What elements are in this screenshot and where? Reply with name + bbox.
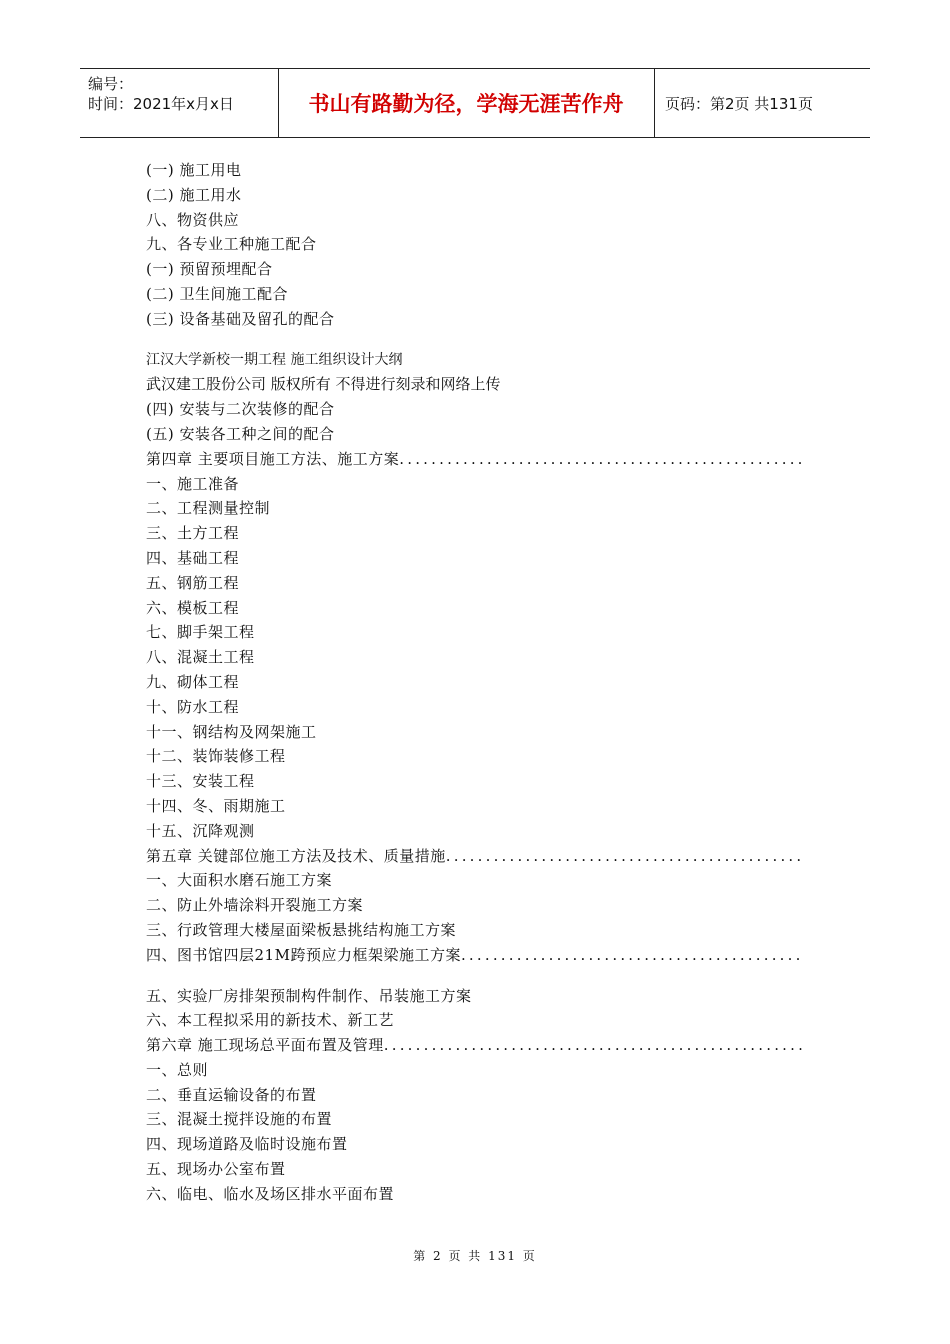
- toc-entry-label: 八、混凝土工程: [146, 648, 255, 667]
- toc-entry-label: 十三、安装工程: [146, 772, 255, 791]
- toc-entry-label: (四) 安装与二次装修的配合: [146, 400, 335, 419]
- toc-entry-label: 三、行政管理大楼屋面梁板悬挑结构施工方案: [146, 920, 457, 939]
- toc-entry[interactable]: [146, 282, 806, 307]
- toc-entry-label: 一、施工准备: [146, 474, 240, 493]
- toc-entry[interactable]: [146, 1033, 806, 1058]
- header-meta: [80, 69, 279, 137]
- toc-entry[interactable]: [146, 257, 806, 282]
- toc-content: [146, 158, 806, 1207]
- toc-entry-label: 五、实验厂房排架预制构件制作、吊装施工方案: [146, 986, 472, 1005]
- toc-entry[interactable]: [146, 844, 806, 869]
- toc-list-3: [146, 984, 806, 1207]
- toc-entry[interactable]: [146, 546, 806, 571]
- toc-entry[interactable]: [146, 208, 806, 233]
- dot-leader: ...................................................: [399, 449, 806, 468]
- toc-entry[interactable]: [146, 571, 806, 596]
- dot-leader: .....................................................: [383, 1036, 806, 1055]
- toc-entry[interactable]: [146, 472, 806, 497]
- toc-entry[interactable]: [146, 670, 806, 695]
- toc-entry-label: (二) 卫生间施工配合: [146, 284, 288, 303]
- toc-entry-label: 九、各专业工种施工配合: [146, 235, 317, 254]
- toc-entry-label: 三、土方工程: [146, 524, 240, 543]
- notice-line-2: 武汉建工股份公司 版权所有 不得进行刻录和网络上传: [146, 375, 501, 394]
- toc-entry[interactable]: [146, 397, 806, 422]
- toc-entry-label: 九、砌体工程: [146, 672, 240, 691]
- number-label: 编号：: [88, 75, 134, 93]
- toc-entry-label: 一、总则: [146, 1060, 209, 1079]
- toc-entry[interactable]: [146, 1157, 806, 1182]
- toc-entry[interactable]: [146, 1008, 806, 1033]
- toc-entry-label: (五) 安装各工种之间的配合: [146, 424, 335, 443]
- toc-entry[interactable]: [146, 422, 806, 447]
- dot-leader: ...........................................: [460, 945, 804, 964]
- toc-entry-label: 二、防止外墙涂料开裂施工方案: [146, 896, 364, 915]
- toc-entry[interactable]: [146, 158, 806, 183]
- toc-entry-label: 三、混凝土搅拌设施的布置: [146, 1110, 333, 1129]
- toc-entry[interactable]: [146, 645, 806, 670]
- toc-entry[interactable]: [146, 918, 806, 943]
- toc-entry-label: 第四章 主要项目施工方法、施工方案: [146, 449, 400, 468]
- toc-entry[interactable]: [146, 307, 806, 332]
- toc-entry[interactable]: [146, 1182, 806, 1207]
- toc-entry-label: 五、现场办公室布置: [146, 1160, 286, 1179]
- toc-entry-label: 六、临电、临水及场区排水平面布置: [146, 1184, 395, 1203]
- toc-entry-label: 八、物资供应: [146, 210, 240, 229]
- toc-entry-label: 四、图书馆四层21M跨预应力框架梁施工方案: [146, 945, 461, 964]
- toc-entry[interactable]: [146, 819, 806, 844]
- toc-entry[interactable]: [146, 893, 806, 918]
- toc-entry[interactable]: [146, 596, 806, 621]
- header-motto: 书山有路勤为径，学海无涯苦作舟: [278, 69, 655, 137]
- toc-entry-label: 十一、钢结构及网架施工: [146, 722, 317, 741]
- toc-entry[interactable]: [146, 695, 806, 720]
- toc-entry[interactable]: [146, 620, 806, 645]
- toc-entry[interactable]: [146, 720, 806, 745]
- toc-entry-label: 十五、沉降观测: [146, 821, 255, 840]
- dot-leader: .............................................: [445, 846, 805, 865]
- toc-list-2: [146, 397, 806, 967]
- toc-entry[interactable]: [146, 868, 806, 893]
- toc-entry[interactable]: [146, 1058, 806, 1083]
- toc-entry-label: 二、工程测量控制: [146, 499, 271, 518]
- toc-entry[interactable]: [146, 183, 806, 208]
- toc-entry-label: 十、防水工程: [146, 697, 240, 716]
- toc-entry-label: 五、钢筋工程: [146, 573, 240, 592]
- toc-entry-label: 二、垂直运输设备的布置: [146, 1085, 317, 1104]
- page-header: [80, 68, 870, 138]
- toc-entry-label: 第五章 关键部位施工方法及技术、质量措施: [146, 846, 446, 865]
- toc-entry[interactable]: [146, 1083, 806, 1108]
- time-label: 时间：2021年x月x日: [88, 95, 234, 113]
- toc-entry-label: (三) 设备基础及留孔的配合: [146, 309, 335, 328]
- toc-entry-label: 第六章 施工现场总平面布置及管理: [146, 1036, 384, 1055]
- page-footer: 第 2 页 共 131 页: [413, 1249, 537, 1263]
- header-page-info: 页码：第2页 共131页: [665, 94, 813, 113]
- toc-entry-label: 七、脚手架工程: [146, 623, 255, 642]
- toc-entry[interactable]: [146, 984, 806, 1009]
- toc-entry-label: 十四、冬、雨期施工: [146, 796, 286, 815]
- toc-entry[interactable]: [146, 521, 806, 546]
- toc-entry[interactable]: [146, 794, 806, 819]
- toc-list-1: [146, 158, 806, 332]
- copyright-notice: [146, 348, 806, 398]
- toc-entry-label: 十二、装饰装修工程: [146, 747, 286, 766]
- toc-entry-label: 四、现场道路及临时设施布置: [146, 1135, 348, 1154]
- toc-entry-label: (二) 施工用水: [146, 185, 242, 204]
- toc-entry-label: 六、模板工程: [146, 598, 240, 617]
- toc-entry-label: 一、大面积水磨石施工方案: [146, 871, 333, 890]
- toc-entry[interactable]: [146, 943, 806, 968]
- notice-line-1: 江汉大学新校一期工程 施工组织设计大纲: [146, 351, 403, 368]
- toc-entry[interactable]: [146, 1107, 806, 1132]
- toc-entry[interactable]: [146, 447, 806, 472]
- toc-entry-label: 四、基础工程: [146, 548, 240, 567]
- toc-entry[interactable]: [146, 232, 806, 257]
- toc-entry-label: (一) 预留预埋配合: [146, 260, 273, 279]
- toc-entry[interactable]: [146, 744, 806, 769]
- toc-entry-label: (一) 施工用电: [146, 161, 242, 179]
- toc-entry[interactable]: [146, 1132, 806, 1157]
- toc-entry[interactable]: [146, 769, 806, 794]
- toc-entry[interactable]: [146, 496, 806, 521]
- toc-entry-label: 六、本工程拟采用的新技术、新工艺: [146, 1011, 395, 1030]
